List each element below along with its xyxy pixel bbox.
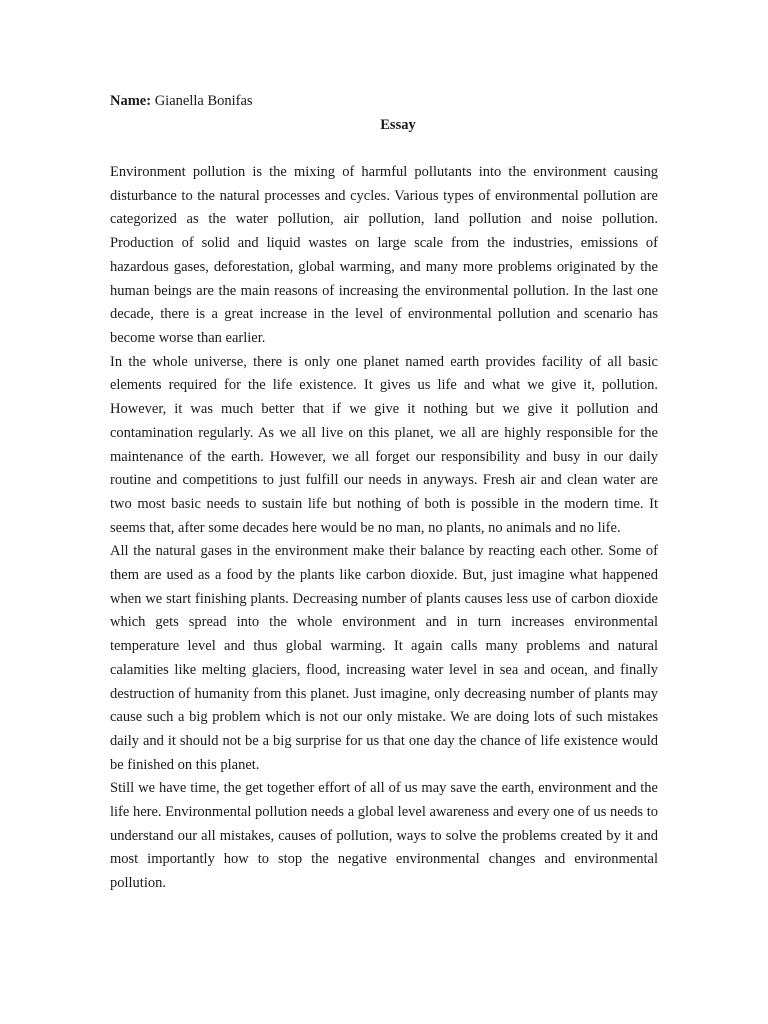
document-body xyxy=(110,90,658,896)
author-name: Gianella Bonifas xyxy=(154,93,253,109)
paragraph-3: All the natural gases in the environment make their balance by reacting each other. Some of them are used as a food by the plants like carbon dioxide. But, just imagine what happened when we start finishing plants. Decreasing number of plants causes less use of carbon dioxide which gets spread into the whole environment and in turn increases environmental temperature level and thus global warming. It again calls many problems and natural calamities like melting glaciers, flood, increasing water level in sea and ocean, and finally destruction of humanity from this planet. Just imagine, only decreasing number of plants may cause such a big problem which is not our only mistake. We are doing lots of such mistakes daily and it should not be a big surprise for us that one day the chance of life existence would be finished on this planet. xyxy=(110,543,658,773)
author-line xyxy=(110,90,658,114)
paragraph-4: Still we have time, the get together effort of all of us may save the earth, environment and the life here. Environmental pollution needs a global level awareness and every one of us needs to understand our all mistakes, causes of pollution, ways to solve the problems created by it and most importantly how to stop the negative environmental changes and environmental pollution. xyxy=(110,780,658,892)
blank-line xyxy=(110,137,658,161)
name-label: Name: xyxy=(110,93,152,109)
paragraph-1: Environment pollution is the mixing of harmful pollutants into the environment causing disturbance to the natural processes and cycles. Various types of environmental pollution are categorized as the water pollution, air pollution, land pollution and noise pollution. Production of solid and liquid wastes on large scale from the industries, emissions of hazardous gases, deforestation, global warming, and many more problems originated by the human beings are the main reasons of increasing the environmental pollution. In the last one decade, there is a great increase in the level of environmental pollution and scenario has become worse than earlier. xyxy=(110,164,658,346)
essay-title: Essay xyxy=(380,116,416,133)
paragraph-2: In the whole universe, there is only one planet named earth provides facility of all basic elements required for the life existence. It gives us life and what we give it, pollution. However, it was much better that if we give it nothing but we give it pollution and contamination regularly. As we all live on this planet, we all are highly responsible for the maintenance of the earth. However, we all forget our responsibility and busy in our daily routine and competitions to just fulfill our needs in anyways. Fresh air and clean water are two most basic needs to sustain life but nothing of both is possible in the modern time. It seems that, after some decades here would be no man, no plants, no animals and no life. xyxy=(110,353,658,536)
